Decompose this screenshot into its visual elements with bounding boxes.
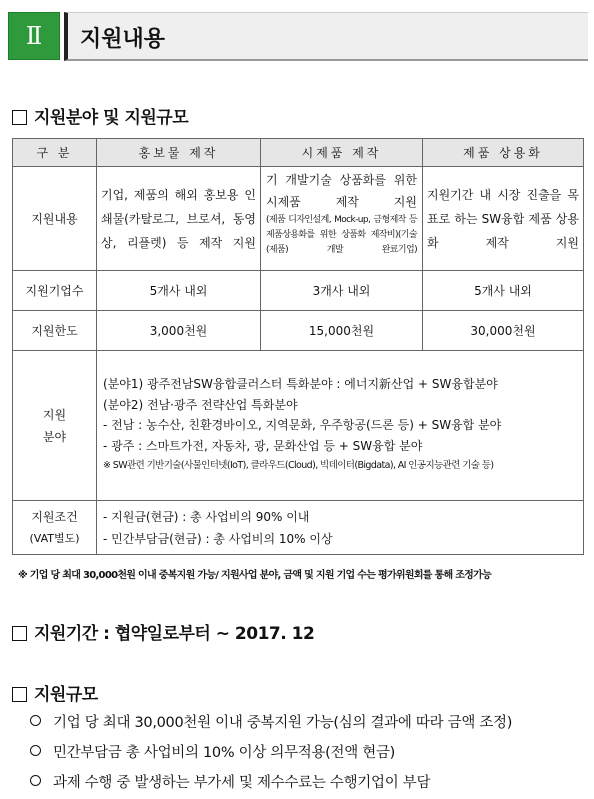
- condition-line: - 민간부담금(현금) : 총 사업비의 10% 이상: [103, 531, 333, 546]
- section-header: [8, 12, 584, 60]
- checkbox-square-icon: [12, 687, 27, 702]
- section-heading-support-field: [12, 103, 188, 128]
- list-item-text: 과제 수행 중 발생하는 부가세 및 제수수료는 수행기업이 부담: [53, 775, 431, 791]
- proto-note-text: (제품 디자인설계, Mock-up, 금형제작 등 제품상용화를 위한 상품화 제작비)(기술(제품) 개발 완료기업): [266, 215, 417, 255]
- table-header-row: [13, 139, 584, 167]
- section-title-box: [64, 12, 588, 61]
- section-heading-text: 지원기간 : 협약일로부터 ~ 2017. 12: [34, 624, 315, 644]
- row-label: 지원내용: [13, 167, 97, 271]
- table-cell: 30,000천원: [423, 311, 584, 351]
- section-heading-period: [12, 619, 314, 644]
- field-line: - 전남 : 농수산, 친환경바이오, 지역문화, 우주항공(드론 등) + SW융합 분야: [103, 418, 502, 433]
- condition-content-cell: [97, 501, 584, 555]
- table-cell: 3개사 내외: [261, 271, 423, 311]
- table-row: [13, 501, 584, 555]
- field-note: ※ SW관련 기반기술(사물인터넷(IoT), 클라우드(Cloud), 빅데이터(Bigdata), AI 인공지능관련 기술 등): [103, 460, 494, 472]
- promo-content-cell: 기업, 제품의 해외 홍보용 인쇄물(카탈로그, 브로셔, 동영상, 리플렛) 등 제작 지원: [97, 167, 261, 271]
- table-row: [13, 311, 584, 351]
- section-heading-text: 지원규모: [34, 685, 98, 705]
- table-header: 제품 상용화: [423, 139, 584, 167]
- page-title: 지원내용: [80, 27, 166, 52]
- list-item: [30, 771, 430, 792]
- field-line: (분야1) 광주전남SW융합클러스터 특화분야 : 에너지新산업 + SW융합분야: [103, 377, 498, 392]
- table-cell: 5개사 내외: [423, 271, 584, 311]
- field-line: - 광주 : 스마트가전, 자동차, 광, 문화산업 등 + SW융합 분야: [103, 438, 423, 453]
- table-header: 시제품 제작: [261, 139, 423, 167]
- table-cell: 5개사 내외: [97, 271, 261, 311]
- table-header: 구 분: [13, 139, 97, 167]
- list-item-text: 기업 당 최대 30,000천원 이내 중복지원 가능(심의 결과에 따라 금액 조정): [53, 715, 513, 731]
- footnote: ※ 기업 당 최대 30,000천원 이내 중복지원 가능/ 지원사업 분야, 금액 및 지원 기업 수는 평가위원회를 통해 조정가능: [18, 570, 492, 581]
- commercial-content-cell: 지원기간 내 시장 진출을 목표로 하는 SW융합 제품 상용화 제작 지원: [423, 167, 584, 271]
- row-label: [13, 351, 97, 501]
- proto-main-text: 기 개발기술 상품화를 위한 시제품 제작 지원: [266, 173, 417, 209]
- row-label-line: 지원조건: [31, 509, 78, 524]
- section-heading-text: 지원분야 및 지원규모: [34, 108, 189, 128]
- field-line: (분야2) 전남·광주 전략산업 특화분야: [103, 397, 298, 412]
- checkbox-square-icon: [12, 110, 27, 125]
- table-row: [13, 167, 584, 271]
- field-content-cell: [97, 351, 584, 501]
- row-label-line: 분야: [42, 429, 67, 444]
- table-header: 홍보물 제작: [97, 139, 261, 167]
- table-cell: 15,000천원: [261, 311, 423, 351]
- support-table: [12, 138, 584, 555]
- list-item: [30, 741, 395, 762]
- list-item-text: 민간부담금 총 사업비의 10% 이상 의무적용(전액 현금): [53, 745, 396, 761]
- table-row: [13, 351, 584, 501]
- checkbox-square-icon: [12, 626, 27, 641]
- section-heading-scale: [12, 680, 98, 705]
- table-row: [13, 271, 584, 311]
- row-label: 지원기업수: [13, 271, 97, 311]
- circle-bullet-icon: [30, 775, 41, 786]
- table-cell: 3,000천원: [97, 311, 261, 351]
- circle-bullet-icon: [30, 745, 41, 756]
- row-label: 지원한도: [13, 311, 97, 351]
- row-label-line: (VAT별도): [29, 531, 80, 545]
- circle-bullet-icon: [30, 715, 41, 726]
- section-number: Ⅱ: [8, 12, 60, 60]
- condition-line: - 지원금(현금) : 총 사업비의 90% 이내: [103, 509, 310, 524]
- proto-content-cell: [261, 167, 423, 271]
- list-item: [30, 711, 512, 732]
- row-label: [13, 501, 97, 555]
- row-label-line: 지원: [42, 407, 67, 422]
